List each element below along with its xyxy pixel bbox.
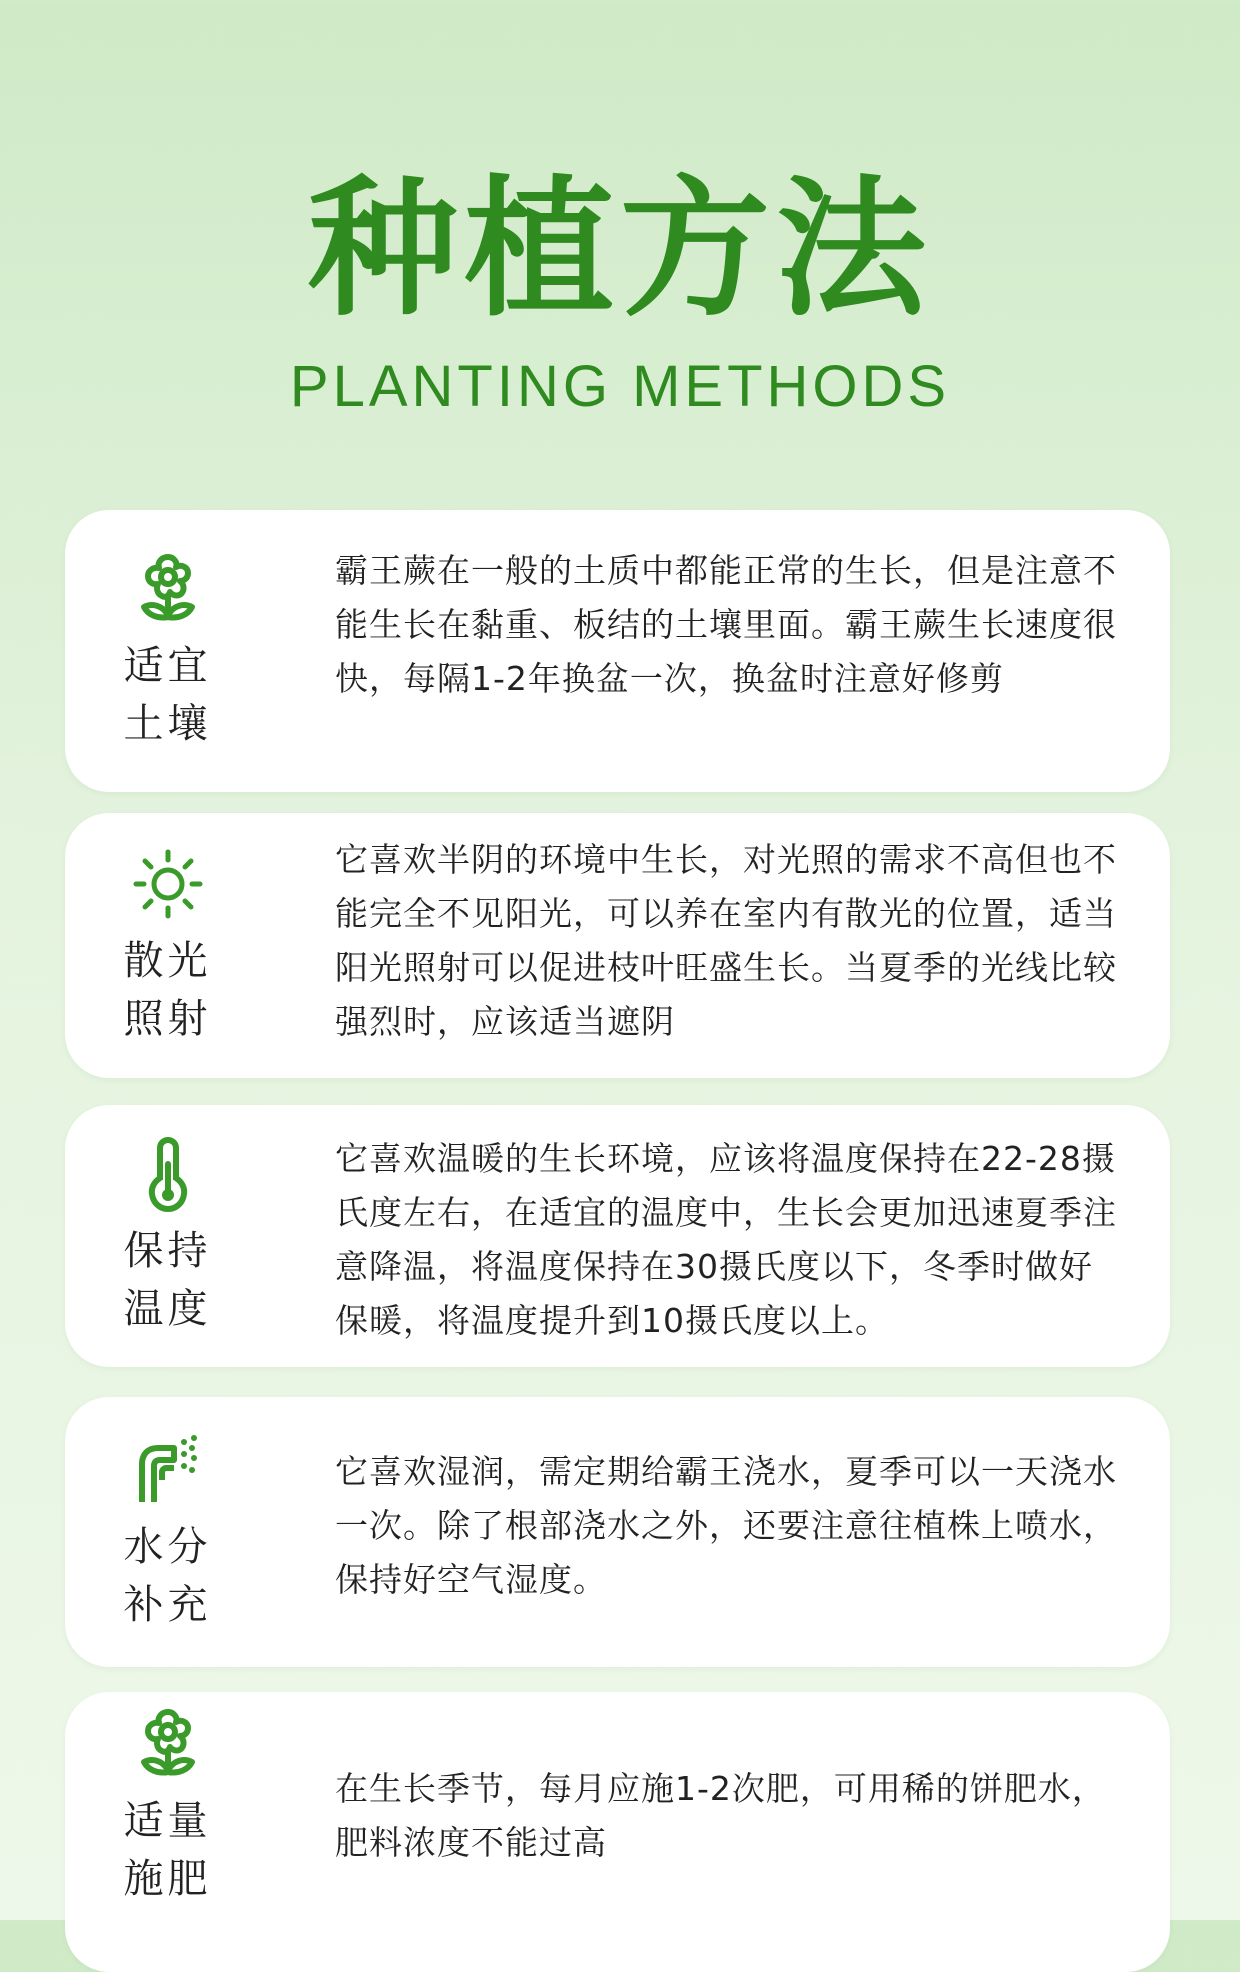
page-title: 种植方法 [307, 163, 932, 337]
card-temperature [65, 1105, 1170, 1367]
card-fertilizer-text: 在生长季节，每月应施1-2次肥，可用稀的饼肥水，肥料浓度不能过高 [335, 1769, 1106, 1862]
card-temperature-label: 保持 温度 [123, 1228, 212, 1332]
thermometer-icon [128, 1134, 208, 1214]
card-soil-text: 霸王蕨在一般的土质中都能正常的生长，但是注意不能生长在黏重、板结的土壤里面。霸王蕨生长速度很快，每隔1-2年换盆一次，换盆时注意好修剪 [335, 551, 1117, 698]
card-water-text: 它喜欢湿润，需定期给霸王浇水，夏季可以一天浇水一次。除了根部浇水之外，还要注意往植株上喷水，保持好空气湿度。 [335, 1452, 1117, 1599]
card-light [65, 813, 1170, 1078]
sun-icon [128, 844, 208, 924]
card-water-label: 水分 补充 [123, 1524, 212, 1628]
card-fertilizer-header [65, 1692, 270, 1920]
card-soil-label: 适宜 土壤 [123, 643, 212, 747]
page-subtitle: PLANTING METHODS [289, 354, 951, 419]
card-fertilizer [65, 1692, 1170, 1972]
sprinkler-icon [128, 1430, 208, 1510]
card-light-header [65, 813, 270, 1078]
card-soil [65, 510, 1170, 792]
flower-icon [128, 549, 208, 629]
flower-icon [128, 1704, 208, 1784]
card-light-text: 它喜欢半阴的环境中生长，对光照的需求不高但也不能完全不见阳光，可以养在室内有散光的位置，适当阳光照射可以促进枝叶旺盛生长。当夏季的光线比较强烈时，应该适当遮阴 [335, 840, 1117, 1041]
card-light-label: 散光 照射 [123, 937, 212, 1042]
card-soil-header [65, 510, 270, 792]
card-temperature-text: 它喜欢温暖的生长环境，应该将温度保持在22-28摄氏度左右，在适宜的温度中，生长会更加迅速夏季注意降温，将温度保持在30摄氏度以下，冬季时做好保暖，将温度提升到10摄氏度以上。 [335, 1139, 1117, 1340]
card-fertilizer-label: 适量 施肥 [123, 1798, 212, 1902]
card-temperature-header [65, 1105, 270, 1367]
card-water [65, 1397, 1170, 1667]
card-water-header [65, 1397, 270, 1667]
